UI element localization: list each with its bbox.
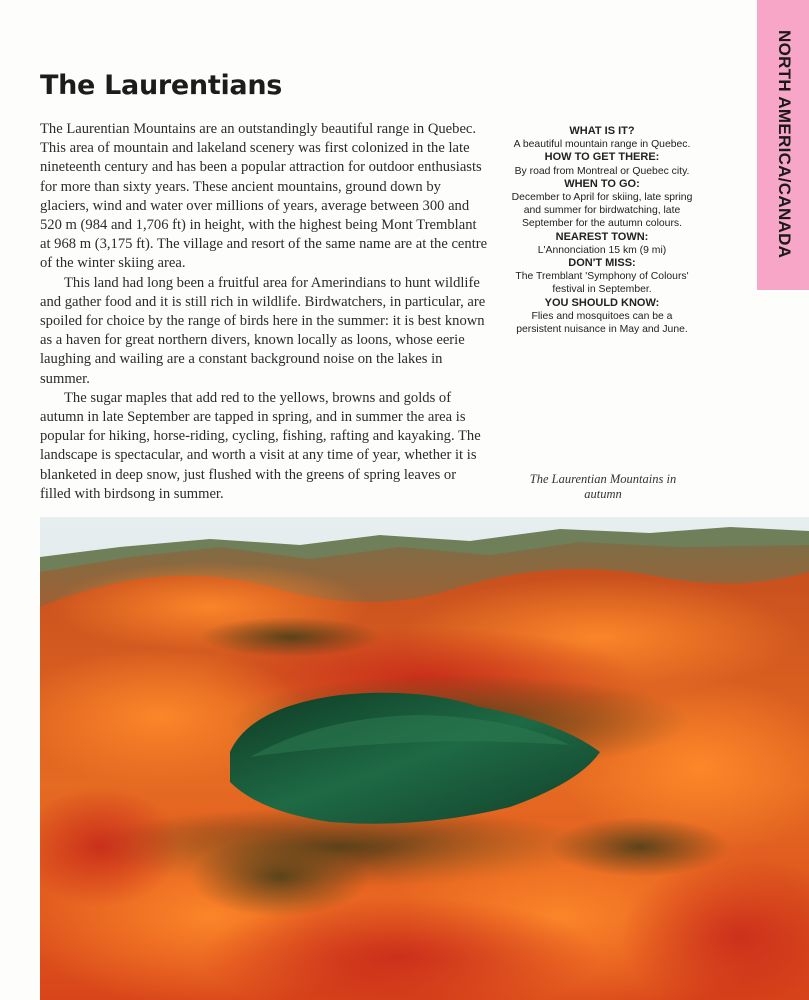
fact-label-how: HOW TO GET THERE: xyxy=(544,151,660,164)
body-paragraph: The sugar maples that add red to the yellows, browns and golds of autumn in late September are tapped in spring, and in summer the area is popular for hiking, horse-riding, cycling, fishing, rafting and kayaking. The landscape is spectacular, and worth a visit at any time of year, whether it is blanketed in deep snow, just flushed with the greens of spring leaves or filled with birdsong in summer. xyxy=(40,389,481,502)
fact-value-when: December to April for skiing, late spring and summer for birdwatching, late September for the autumn colours. xyxy=(511,192,693,230)
fact-label-dont-miss: DON'T MISS: xyxy=(568,257,636,270)
fact-label-when: WHEN TO GO: xyxy=(564,177,640,190)
autumn-mountain-photo xyxy=(40,517,809,1000)
fact-label-what: WHAT IS IT? xyxy=(569,125,635,137)
page-title: The Laurentians xyxy=(40,70,283,101)
section-tab xyxy=(757,0,809,290)
fact-value-what: A beautiful mountain range in Quebec. xyxy=(513,139,691,151)
article-body xyxy=(40,120,488,504)
fact-value-dont-miss: The Tremblant 'Symphony of Colours' festival in September. xyxy=(515,271,689,296)
fact-value-should-know: Flies and mosquitoes can be a persistent nuisance in May and June. xyxy=(516,310,688,336)
fact-value-how: By road from Montreal or Quebec city. xyxy=(514,165,690,177)
body-paragraph: This land had long been a fruitful area for Amerindians to hunt wildlife and gather food and it is still rich in wildlife. Birdwatchers, in particular, are spoiled for choice by the range of birds here in the summer: it is best known as a haven for great northern divers, known locally as loons, whose eerie laughing and wailing are a constant background noise on the lakes in summer. xyxy=(40,274,486,387)
fact-label-town: NEAREST TOWN: xyxy=(555,230,649,243)
fact-box xyxy=(508,125,696,336)
fact-label-should-know: YOU SHOULD KNOW: xyxy=(544,296,660,309)
photo-caption: The Laurentian Mountains in autumn xyxy=(529,472,677,501)
fact-value-town: L'Annonciation 15 km (9 mi) xyxy=(537,244,667,256)
section-tab-label: NORTH AMERICA/CANADA xyxy=(775,30,794,259)
body-paragraph: The Laurentian Mountains are an outstandingly beautiful range in Quebec. This area of mountain and lakeland scenery was first colonized in the late nineteenth century and has been a popular attraction for outdoor enthusiasts for more than sixty years. These ancient mountains, ground down by glaciers, wind and water over millions of years, average between 300 and 520 m (984 and 1,706 ft) in height, with the highest being Mont Tremblant at 968 m (3,175 ft). The village and resort of the same name are at the centre of the winter skiing area. xyxy=(40,121,488,272)
